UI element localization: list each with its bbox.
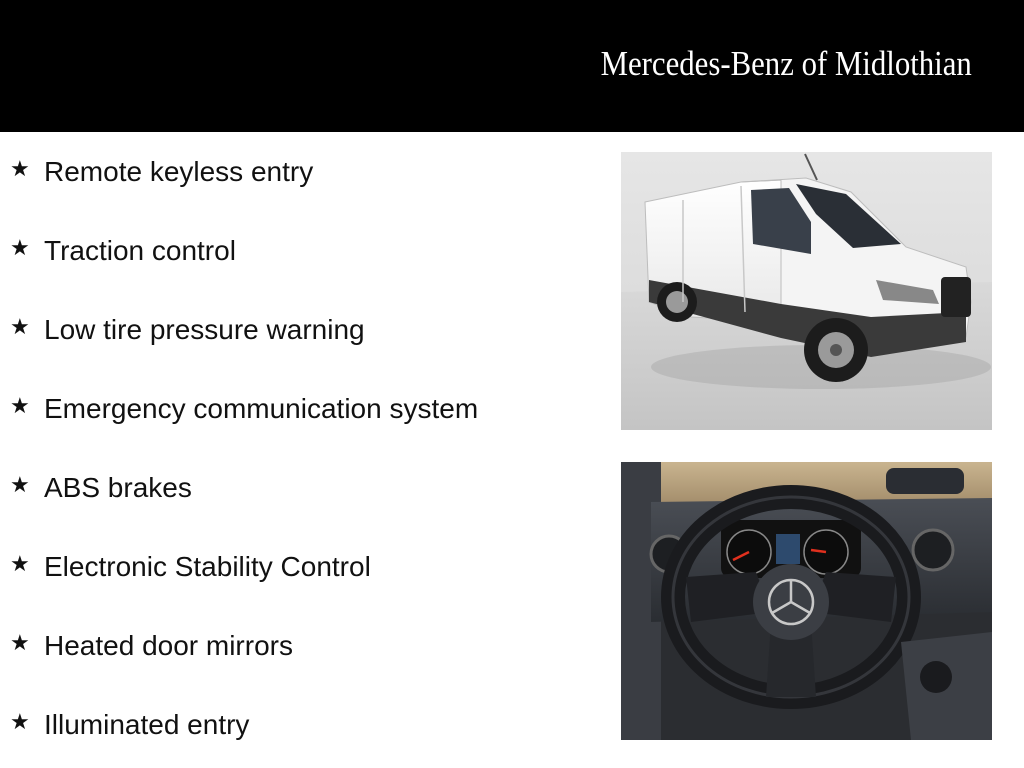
feature-label: Electronic Stability Control <box>44 551 371 582</box>
feature-label: Heated door mirrors <box>44 630 293 661</box>
list-item <box>10 152 313 192</box>
van-exterior-photo <box>621 152 992 430</box>
star-icon: ★ <box>10 709 30 734</box>
steering-wheel-photo <box>621 462 992 740</box>
feature-label: Low tire pressure warning <box>44 314 365 345</box>
star-icon: ★ <box>10 630 30 655</box>
star-icon: ★ <box>10 156 30 181</box>
dealer-name: Mercedes-Benz of Midlothian <box>600 44 972 83</box>
star-icon: ★ <box>10 393 30 418</box>
star-icon: ★ <box>10 314 30 339</box>
feature-label: Illuminated entry <box>44 709 250 740</box>
list-item <box>10 626 293 666</box>
feature-label: Traction control <box>44 235 236 266</box>
list-item <box>10 547 371 587</box>
list-item <box>10 231 236 271</box>
star-icon: ★ <box>10 551 30 576</box>
feature-label: Emergency communication system <box>44 393 479 424</box>
list-item <box>10 705 249 745</box>
feature-label: ABS brakes <box>44 472 192 503</box>
header-bar <box>0 0 1024 132</box>
list-item <box>10 468 192 508</box>
star-icon: ★ <box>10 235 30 260</box>
list-item <box>10 389 478 429</box>
star-icon: ★ <box>10 472 30 497</box>
list-item <box>10 310 365 350</box>
feature-label: Remote keyless entry <box>44 156 314 187</box>
